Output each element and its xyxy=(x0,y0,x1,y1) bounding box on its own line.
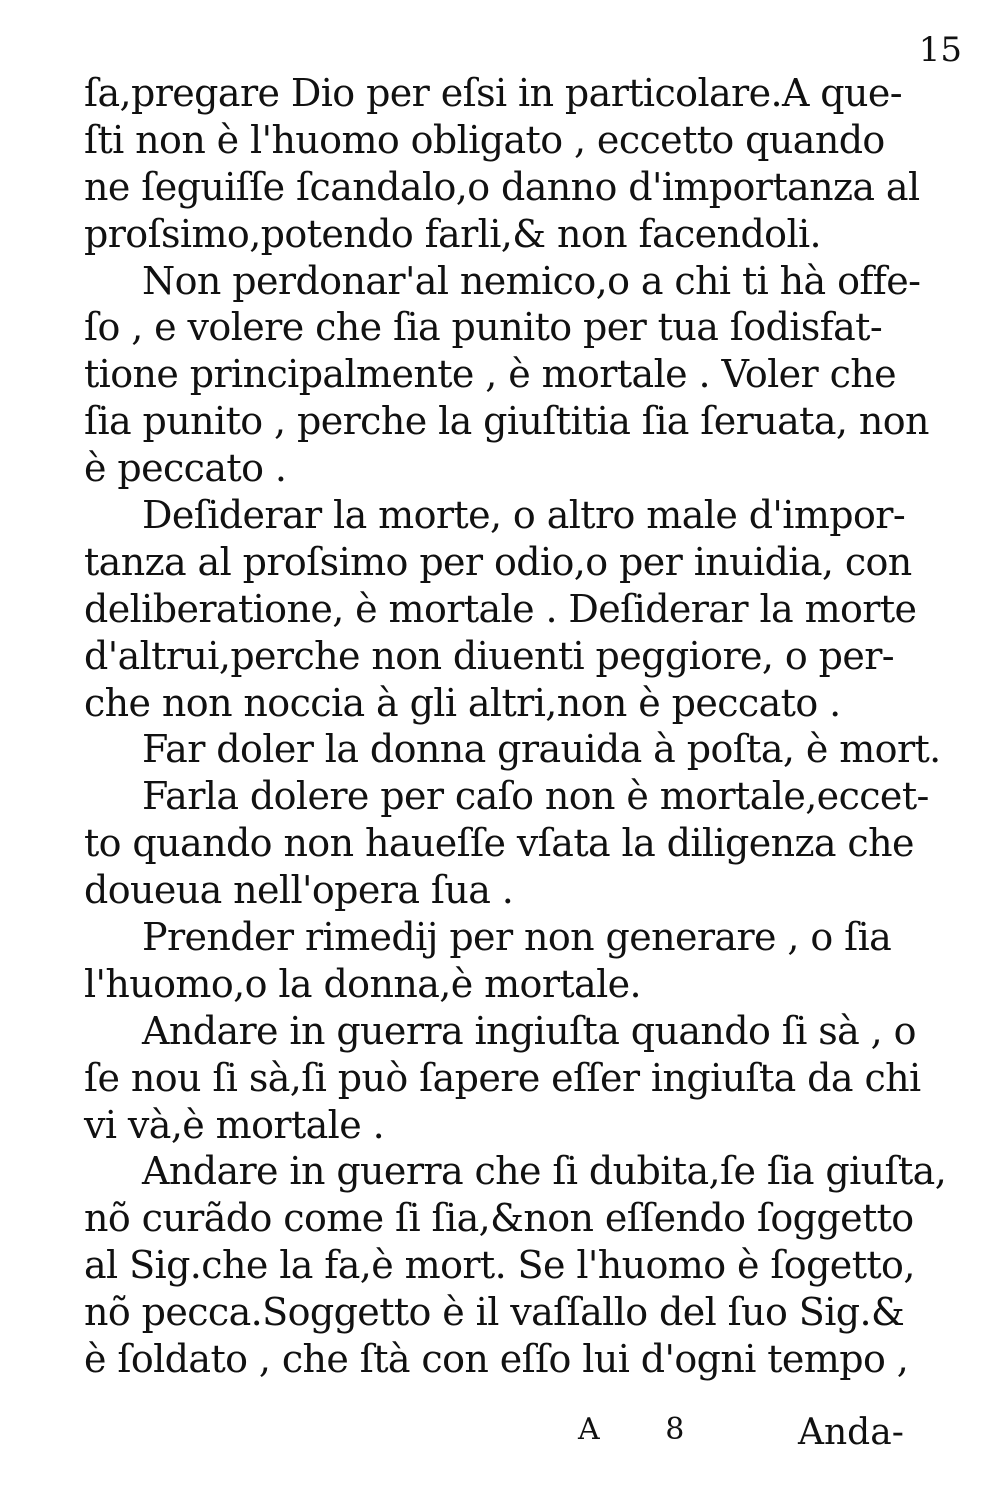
page-footer xyxy=(0,1412,1000,1462)
text-line: ſti non è l'huomo obligato , eccetto quando xyxy=(84,117,885,162)
text-line: Andare in guerra ingiuſta quando ſi sà , o xyxy=(142,1008,916,1053)
text-line: Non perdonar'al nemico,o a chi ti hà offe- xyxy=(142,258,921,303)
text-line: che non noccia à gli altri,non è peccato . xyxy=(84,680,841,725)
text-line: tione principalmente , è mortale . Voler che xyxy=(84,352,897,397)
text-line: ſa,pregare Dio per eſsi in particolare.A que- xyxy=(84,71,903,115)
text-line: Andare in guerra che ſi dubita,ſe ſia giuſta, xyxy=(142,1149,947,1194)
text-line: to quando non haueſſe vſata la diligenza che xyxy=(84,821,914,866)
text-line: è ſoldato , che ſtà con eſſo lui d'ogni tempo , xyxy=(84,1337,909,1382)
text-line: Farla dolere per caſo non è mortale,eccet- xyxy=(142,774,929,819)
text-line: è peccato . xyxy=(84,446,287,491)
body-text xyxy=(84,70,984,1383)
text-line: Far doler la donna grauida à poſta, è mort. xyxy=(142,727,941,772)
text-line: nõ pecca.Soggetto è il vaſſallo del ſuo Sig.& xyxy=(84,1290,905,1335)
text-line: nõ curãdo come ſi ſia,&non eſſendo ſoggetto xyxy=(84,1196,914,1241)
text-line: Prender rimedij per non generare , o ſia xyxy=(142,915,892,960)
catchword: Anda- xyxy=(798,1412,904,1453)
text-line: vi và,è mortale . xyxy=(84,1102,385,1147)
text-line: deliberatione, è mortale . Deſiderar la morte xyxy=(84,586,917,631)
text-line: d'altrui,perche non diuenti peggiore, o per- xyxy=(84,633,895,678)
text-line: l'huomo,o la donna,è mortale. xyxy=(84,961,642,1006)
signature-mark: A 8 xyxy=(578,1412,713,1447)
text-line: ſo , e volere che ſia punito per tua ſodisfat- xyxy=(84,305,883,350)
page-number: 15 xyxy=(918,30,962,70)
text-line: Deſiderar la morte, o altro male d'impor- xyxy=(142,493,906,538)
text-line: al Sig.che la fa,è mort. Se l'huomo è ſogetto, xyxy=(84,1243,915,1288)
text-line: ſia punito , perche la giuſtitia ſia ſeruata, non xyxy=(84,399,929,444)
text-line: ſe nou ſi sà,ſi può ſapere eſſer ingiuſta da chi xyxy=(84,1055,921,1100)
text-line: doueua nell'opera ſua . xyxy=(84,868,514,913)
text-line: proſsimo,potendo farli,& non facendoli. xyxy=(84,211,822,256)
text-line: tanza al proſsimo per odio,o per inuidia, con xyxy=(84,539,912,584)
text-line: ne ſeguiſſe ſcandalo,o danno d'importanza al xyxy=(84,164,920,209)
